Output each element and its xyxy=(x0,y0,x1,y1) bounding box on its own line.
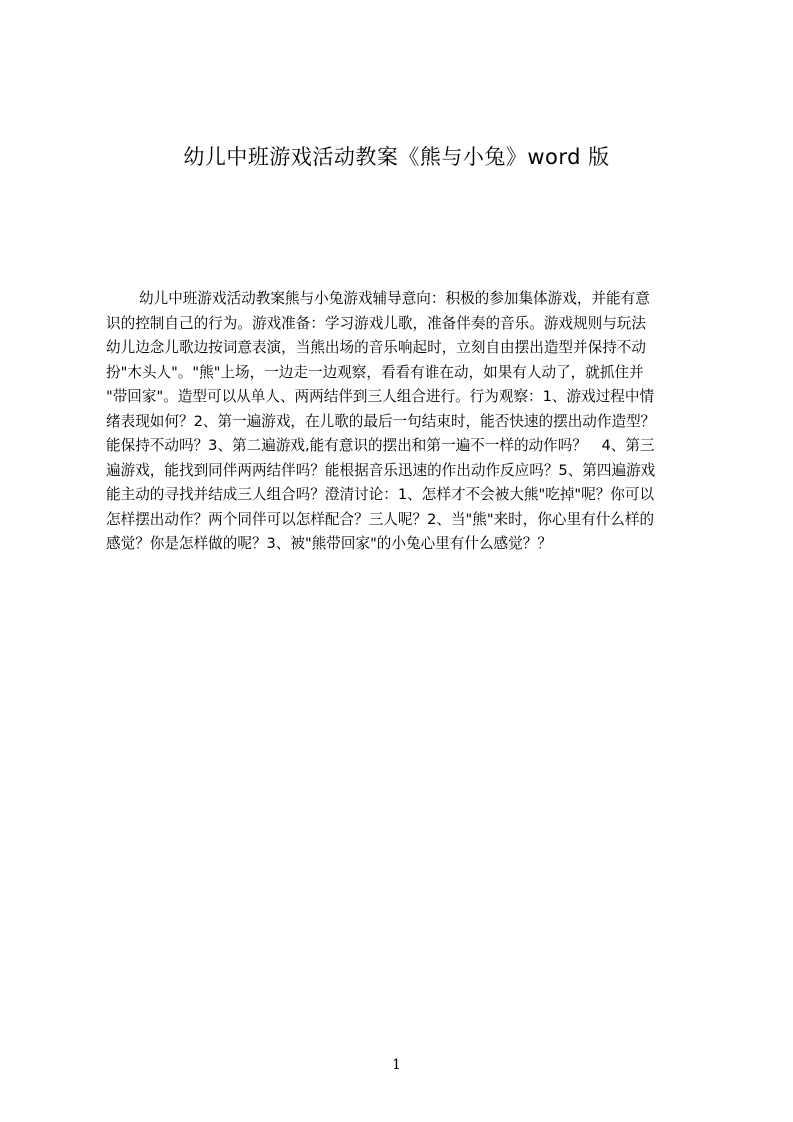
body-line-4: 扮"木头人"。"熊"上场，一边走一边观察，看看有谁在动，如果有人动了，就抓住并 xyxy=(106,363,644,381)
body-line-8: 遍游戏，能找到同伴两两结伴吗？能根据音乐迅速的作出动作反应吗？5、第四遍游戏 xyxy=(106,461,656,479)
document-body xyxy=(106,287,697,587)
body-line-11: 感觉？你是怎样做的呢？3、被"熊带回家"的小兔心里有什么感觉？？ xyxy=(106,535,552,552)
body-line-5: "带回家"。造型可以从单人、两两结伴到三人组合进行。行为观察：1、游戏过程中情 xyxy=(106,388,655,405)
body-line-3: 幼儿边念儿歌边按词意表演，当熊出场的音乐响起时，立刻自由摆出造型并保持不动 xyxy=(106,339,646,356)
body-line-2: 识的控制自己的行为。游戏准备：学习游戏儿歌，准备伴奏的音乐。游戏规则与玩法 xyxy=(106,314,646,332)
body-line-1: 幼儿中班游戏活动教案熊与小兔游戏辅导意向：积极的参加集体游戏，并能有意 xyxy=(139,290,650,307)
document-title: 幼儿中班游戏活动教案《熊与小兔》word 版 xyxy=(183,145,610,169)
body-line-9: 能主动的寻找并结成三人组合吗？澄清讨论：1、怎样才不会被大熊"吃掉"呢？你可以 xyxy=(106,486,655,503)
body-line-6: 绪表现如何？2、第一遍游戏，在儿歌的最后一句结束时，能否快速的摆出动作造型？ xyxy=(106,412,656,430)
body-line-7: 能保持不动吗？3、第二遍游戏,能有意识的摆出和第一遍不一样的动作吗？ 4、第三 xyxy=(106,437,655,454)
body-line-10: 怎样摆出动作？两个同伴可以怎样配合？三人呢？2、当"熊"来时，你心里有什么样的 xyxy=(106,510,655,528)
page-number: 1 xyxy=(392,1057,401,1073)
